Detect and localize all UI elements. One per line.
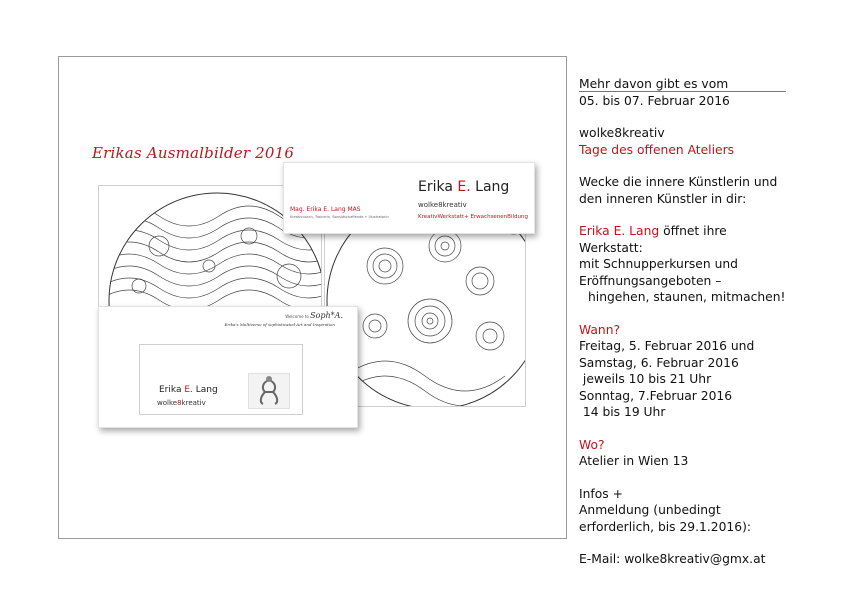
where-heading: Wo? <box>579 437 605 452</box>
card-brand: wolke8kreativ <box>418 201 467 209</box>
when-heading: Wann? <box>579 322 621 337</box>
event-title: Tage des offenen Ateliers <box>579 142 735 157</box>
sculpture-image <box>248 373 290 409</box>
card-tagline: KreativWerkstatt+ ErwachsenenBildung <box>418 214 528 220</box>
info-line-3: erforderlich, bis 29.1.2016): <box>579 519 752 534</box>
business-card-header <box>283 162 535 234</box>
logo-name: Erika E. Lang <box>159 385 218 395</box>
sculpture-icon <box>249 374 289 408</box>
card-title-name: Mag. Erika E. Lang MAS <box>290 206 361 213</box>
when-line-4: Sonntag, 7.Februar 2016 <box>579 388 733 403</box>
when-line-1: Freitag, 5. Februar 2016 und <box>579 339 755 353</box>
offer-line-2: mit Schnupperkursen und <box>579 257 738 271</box>
event-info <box>579 76 789 568</box>
intro-line-1: Mehr davon gibt es vom <box>579 77 729 91</box>
email-line[interactable]: E-Mail: wolke8kreativ@gmx.at <box>579 552 766 566</box>
intro-line-2: 05. bis 07. Februar 2016 <box>579 93 730 108</box>
card-name: Erika E. Lang <box>418 179 510 195</box>
artwork-title: Erikas Ausmalbilder 2016 <box>92 144 295 162</box>
info-line-2: Anmeldung (unbedingt <box>579 503 721 517</box>
when-line-2: Samstag, 6. Februar 2016 <box>579 355 739 370</box>
card-subline: Kreativcoach, Trainerin, Bonsidschaffende + Illustratorin <box>290 215 389 219</box>
host-name: Erika E. Lang <box>579 224 660 238</box>
when-line-3: jeweils 10 bis 21 Uhr <box>579 372 712 386</box>
invite-line-1: Wecke die innere Künstlerin und <box>579 175 778 189</box>
host-line: Erika E. Lang öffnet ihre <box>579 224 727 238</box>
welcome-card <box>98 306 358 428</box>
brand-line: wolke8kreativ <box>579 126 665 140</box>
multiverse-text: Erika's Multiverse of sophisticated Art and Inspiration <box>224 322 335 327</box>
where-line: Atelier in Wien 13 <box>579 454 689 468</box>
logo-box <box>139 344 303 415</box>
welcome-text: Welcome to Soph*A. <box>285 311 343 320</box>
offer-line-1: Werkstatt: <box>579 240 643 255</box>
logo-brand: wolke8kreativ <box>157 399 206 407</box>
when-line-5: 14 bis 19 Uhr <box>579 405 666 419</box>
offer-line-4: hingehen, staunen, mitmachen! <box>588 290 786 304</box>
info-line-1: Infos + <box>579 486 623 501</box>
invite-line-2: den inneren Künstler in dir: <box>579 191 747 206</box>
offer-line-3: Eröffnungsangeboten – <box>579 273 722 288</box>
